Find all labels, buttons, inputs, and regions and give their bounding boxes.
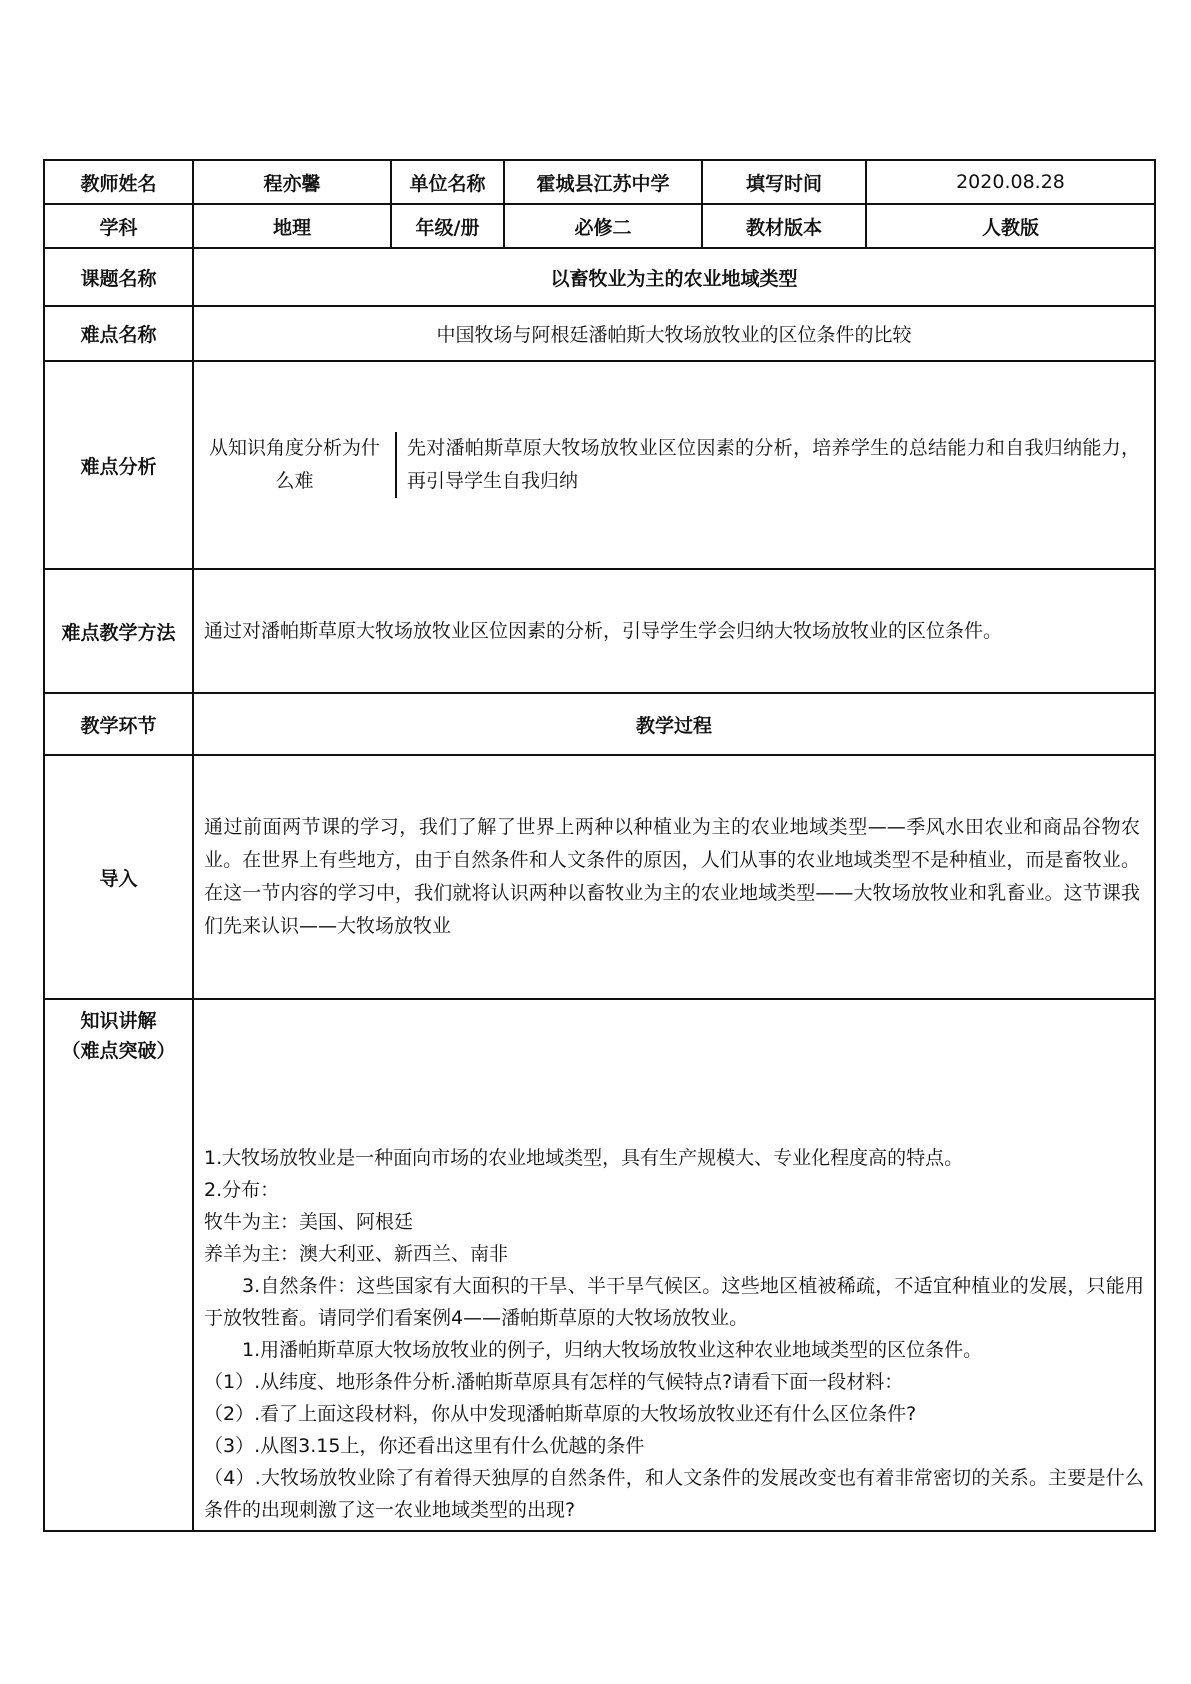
date-label: 填写时间 — [702, 160, 866, 204]
method-row — [44, 569, 1155, 693]
knowledge-line-2: 2.分布： — [204, 1179, 280, 1201]
knowledge-text — [194, 1134, 1154, 1530]
knowledge-question-2: （2）.看了上面这段材料，你从中发现潘帕斯草原的大牧场放牧业还有什么区位条件? — [204, 1403, 917, 1425]
teacher-label: 教师姓名 — [44, 160, 193, 204]
knowledge-question-3: （3）.从图3.15上，你还看出这里有什么优越的条件 — [204, 1435, 645, 1457]
knowledge-label — [44, 999, 193, 1531]
process-header-row — [44, 693, 1155, 755]
intro-value: 通过前面两节课的学习，我们了解了世界上两种以种植业为主的农业地域类型——季风水田农业和商品谷物农业。在世界上有些地方，由于自然条件和人文条件的原因，人们从事的农业地域类型不是种植业，而是畜牧业。在这一节内容的学习中，我们就将认识两种以畜牧业为主的农业地域类型——大牧场放牧业和乳畜业。这节课我们先来认识——大牧场放牧业 — [193, 755, 1155, 999]
edition-value: 人教版 — [866, 204, 1155, 248]
difficulty-value: 中国牧场与阿根廷潘帕斯大牧场放牧业的区位条件的比较 — [193, 306, 1155, 361]
analysis-value: 先对潘帕斯草原大牧场放牧业区位因素的分析，培养学生的总结能力和自我归纳能力，再引导学生自我归纳 — [407, 437, 1140, 492]
intro-row — [44, 755, 1155, 999]
knowledge-row — [44, 999, 1155, 1531]
knowledge-question-1: （1）.从纬度、地形条件分析.潘帕斯草原具有怎样的气候特点?请看下面一段材料： — [204, 1371, 904, 1393]
unit-value: 霍城县江苏中学 — [504, 160, 702, 204]
knowledge-label-line1: 知识讲解 — [80, 1010, 157, 1032]
knowledge-line-1: 1.大牧场放牧业是一种面向市场的农业地域类型，具有生产规模大、专业化程度高的特点。 — [204, 1147, 964, 1169]
knowledge-question-4: （4）.大牧场放牧业除了有着得天独厚的自然条件，和人文条件的发展改变也有着非常密切的关系。主要是什么条件的出现刺激了这一农业地域类型的出现? — [204, 1467, 1144, 1521]
process-header-value: 教学过程 — [193, 693, 1155, 755]
lesson-plan-table — [43, 159, 1156, 1532]
unit-label: 单位名称 — [391, 160, 504, 204]
analysis-sub-label: 从知识角度分析为什么难 — [194, 432, 396, 498]
knowledge-line-4: 养羊为主：澳大利亚、新西兰、南非 — [204, 1243, 509, 1265]
analysis-subtable — [194, 432, 1154, 498]
knowledge-para-3: 3.自然条件：这些国家有大面积的干旱、半干旱气候区。这些地区植被稀疏，不适宜种植业的发展，只能用于放牧牲畜。请同学们看案例4——潘帕斯草原的大牧场放牧业。 — [204, 1275, 1144, 1329]
subject-value: 地理 — [193, 204, 391, 248]
knowledge-line-case: 1.用潘帕斯草原大牧场放牧业的例子，归纳大牧场放牧业这种农业地域类型的区位条件。 — [242, 1339, 983, 1361]
analysis-label: 难点分析 — [44, 361, 193, 569]
intro-label: 导入 — [44, 755, 193, 999]
topic-label: 课题名称 — [44, 248, 193, 306]
knowledge-label-line2: （难点突破） — [61, 1040, 176, 1062]
lesson-plan-form — [43, 159, 1154, 1532]
info-row-2 — [44, 204, 1155, 248]
analysis-row — [44, 361, 1155, 569]
process-stage-label: 教学环节 — [44, 693, 193, 755]
topic-value: 以畜牧业为主的农业地域类型 — [193, 248, 1155, 306]
teacher-value: 程亦馨 — [193, 160, 391, 204]
info-row-1 — [44, 160, 1155, 204]
subject-label: 学科 — [44, 204, 193, 248]
edition-label: 教材版本 — [702, 204, 866, 248]
difficulty-row — [44, 306, 1155, 361]
knowledge-content — [193, 999, 1155, 1531]
grade-label: 年级/册 — [391, 204, 504, 248]
topic-row — [44, 248, 1155, 306]
method-label: 难点教学方法 — [44, 569, 193, 693]
method-value: 通过对潘帕斯草原大牧场放牧业区位因素的分析，引导学生学会归纳大牧场放牧业的区位条件。 — [193, 569, 1155, 693]
date-value: 2020.08.28 — [866, 160, 1155, 204]
grade-value: 必修二 — [504, 204, 702, 248]
difficulty-label: 难点名称 — [44, 306, 193, 361]
knowledge-line-3: 牧牛为主：美国、阿根廷 — [204, 1211, 414, 1233]
